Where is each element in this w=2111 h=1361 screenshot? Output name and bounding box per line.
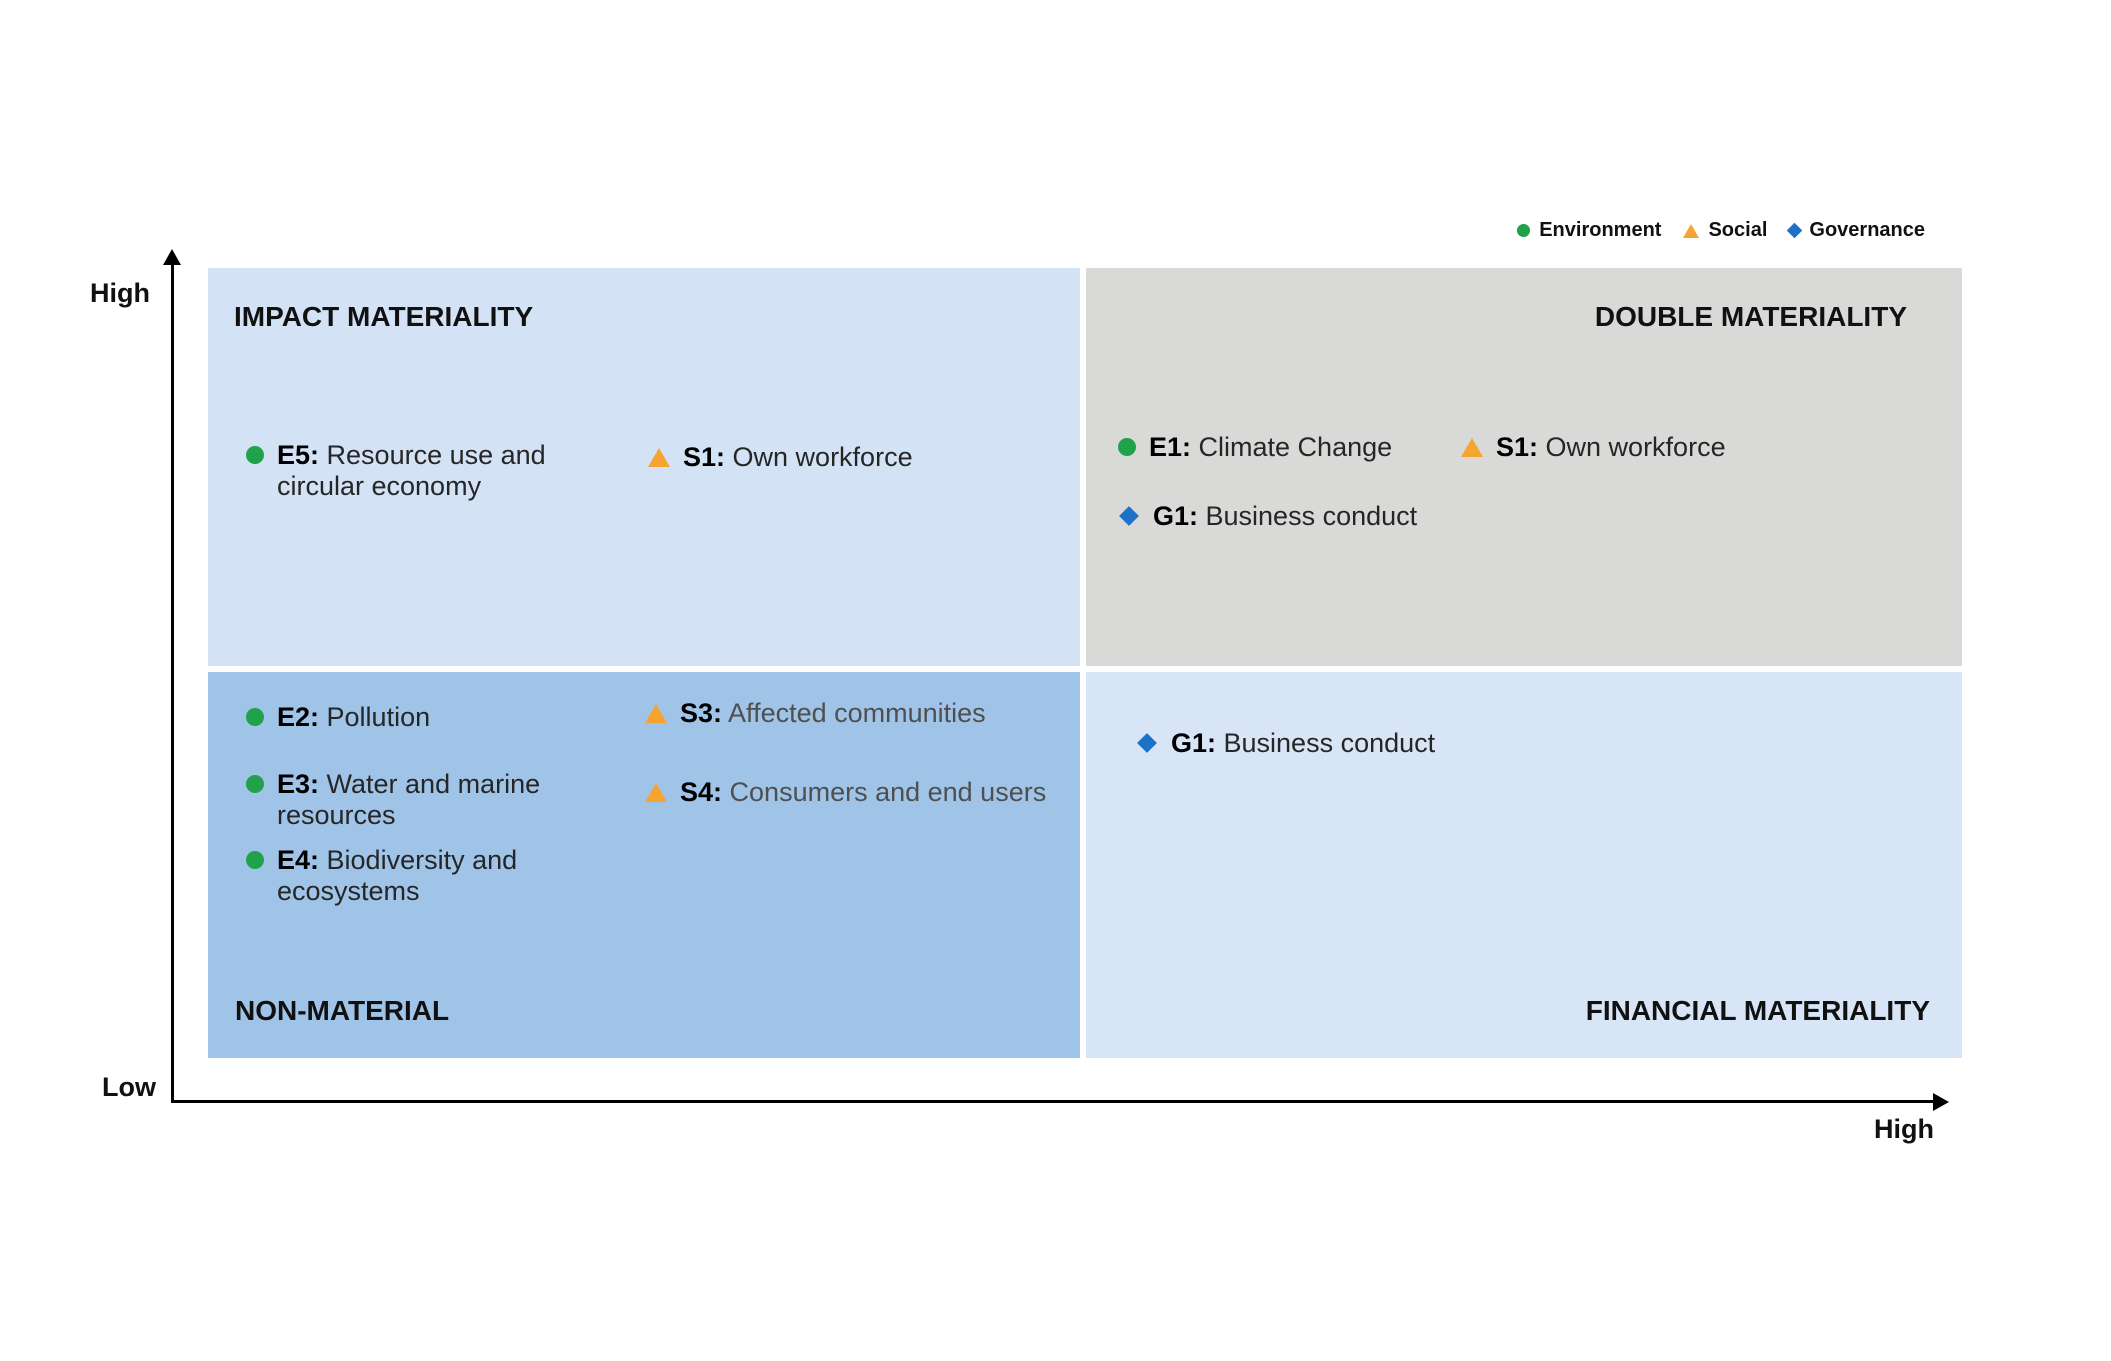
legend-label: Governance [1809,219,1925,241]
item-text [1153,501,1417,532]
quadrant-title: FINANCIAL MATERIALITY [1585,995,1930,1026]
legend-item-social [1683,219,1767,242]
matrix-item [1461,432,1726,463]
triangle-marker-icon [648,448,670,467]
item-code: E5: [277,440,320,470]
diamond-marker-icon [1119,506,1139,526]
circle-marker-icon [246,775,264,793]
y-axis-arrow-icon [163,249,181,265]
item-code: G1: [1153,501,1199,531]
x-axis-arrow-icon [1933,1093,1949,1111]
item-code: S1: [1496,432,1539,462]
item-text [1171,728,1435,759]
item-text [1496,432,1726,463]
x-axis-high-label: High [1874,1114,1934,1144]
diamond-marker-icon [1787,223,1803,239]
matrix-item [246,769,577,831]
legend-item-governance [1789,219,1925,242]
circle-marker-icon [246,708,264,726]
item-label: Consumers and end users [722,777,1047,807]
quadrant-impact-materiality [208,268,1080,666]
item-code: E3: [277,769,320,799]
y-axis-line [171,264,174,1103]
item-label: Business conduct [1216,728,1436,758]
item-label: Business conduct [1198,501,1418,531]
triangle-marker-icon [645,783,667,802]
item-text [1149,432,1392,463]
item-code: S4: [680,777,723,807]
item-column [246,702,577,907]
matrix-item [645,777,1046,808]
y-axis-high-label: High [90,278,150,308]
item-code: E1: [1149,432,1192,462]
legend-label: Social [1708,219,1768,241]
item-column [1136,728,1435,759]
matrix-item [1118,501,1417,532]
matrix-item [246,702,577,733]
circle-marker-icon [1118,438,1136,456]
item-label: Own workforce [1538,432,1726,462]
item-label: Resource use and circular economy [277,440,546,501]
quadrant-non-material [208,672,1080,1058]
quadrant-title: NON-MATERIAL [235,995,450,1026]
circle-marker-icon [1517,224,1530,237]
quadrant-title: DOUBLE MATERIALITY [1594,301,1907,332]
item-code: S1: [683,442,726,472]
legend-label: Environment [1539,219,1662,241]
item-text [277,769,577,831]
circle-marker-icon [246,446,264,464]
matrix-item [648,442,913,473]
legend-item-environment [1517,219,1661,242]
matrix-item [1118,432,1417,463]
quadrant-title: IMPACT MATERIALITY [234,301,534,332]
item-column [1461,432,1726,463]
item-label: Pollution [319,702,431,732]
x-axis-line [171,1100,1935,1103]
triangle-marker-icon [645,704,667,723]
quadrant-grid [208,268,1962,1058]
item-label: Affected communities [722,698,986,728]
item-code: G1: [1171,728,1217,758]
item-text [680,777,1046,808]
legend [1517,219,1925,242]
matrix-item [246,845,577,907]
item-column [645,698,1046,808]
quadrant-financial-materiality [1086,672,1962,1058]
item-text [277,702,430,733]
matrix-item [1136,728,1435,759]
matrix-item [246,440,587,502]
circle-marker-icon [246,851,264,869]
item-text [680,698,986,729]
item-code: E4: [277,845,320,875]
item-label: Climate Change [1191,432,1393,462]
item-text [277,845,577,907]
item-code: E2: [277,702,320,732]
y-axis-low-label: Low [102,1072,156,1102]
quadrant-double-materiality [1086,268,1962,666]
matrix-item [645,698,1046,729]
diamond-marker-icon [1137,733,1157,753]
item-column [1118,432,1417,532]
item-label: Biodiversity and ecosystems [277,845,518,906]
item-code: S3: [680,698,723,728]
item-label: Water and marine resources [277,769,541,830]
item-column [648,442,913,473]
triangle-marker-icon [1461,438,1483,457]
item-column [246,440,587,502]
item-text [683,442,913,473]
item-text [277,440,587,502]
triangle-marker-icon [1683,224,1699,238]
item-label: Own workforce [725,442,913,472]
